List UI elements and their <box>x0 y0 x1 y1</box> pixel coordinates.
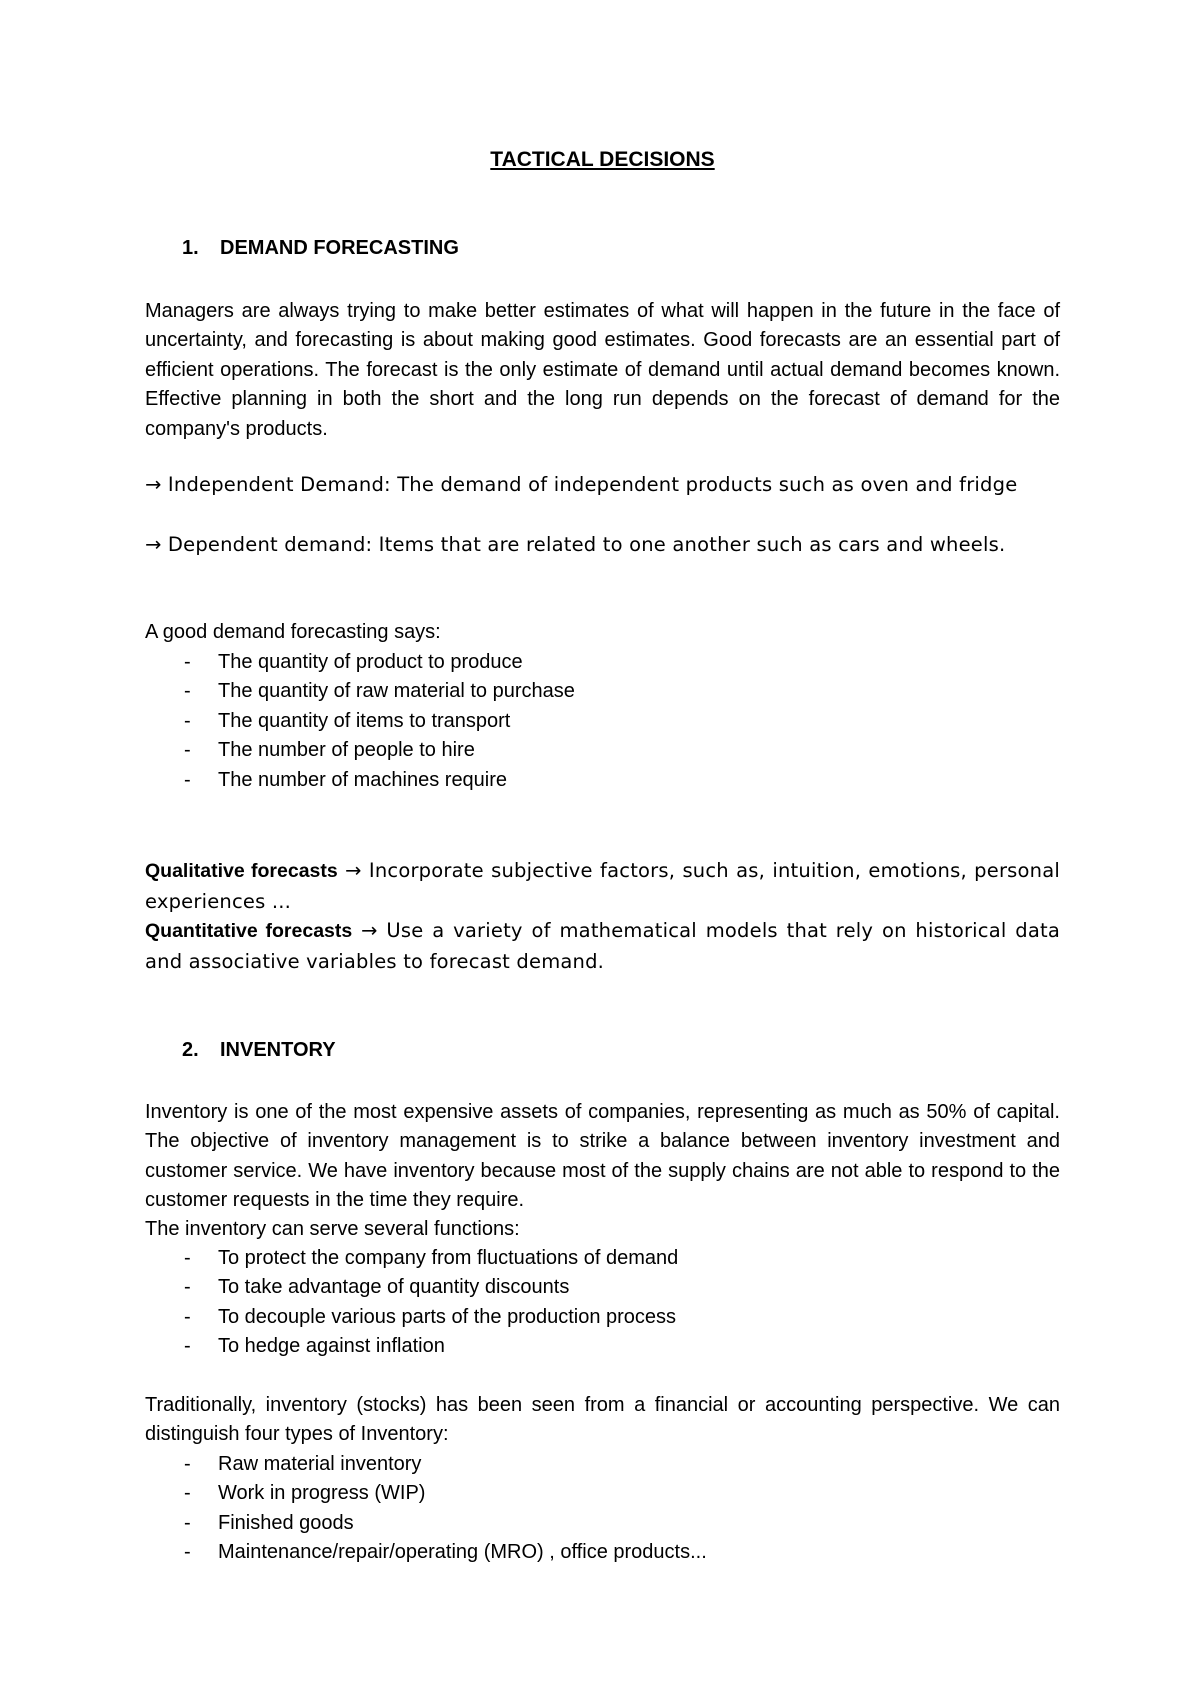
bullet: - <box>184 1541 191 1564</box>
list-item: - Raw material inventory <box>145 1450 707 1479</box>
section-number: 1. <box>182 237 199 259</box>
bullet: - <box>184 1305 191 1328</box>
bullet: - <box>184 1247 191 1269</box>
list-item: - To protect the company from fluctuations of demand <box>145 1244 678 1273</box>
qualitative-forecasts-text: Qualitative forecasts → Incorporate subjective factors, such as, intuition, emotions, personal experiences ... <box>145 859 1060 913</box>
inventory-types-intro: Traditionally, inventory (stocks) has been seen from a financial or accounting perspective. We can distinguish four types of Inventory: <box>145 1394 1060 1446</box>
bullet: - <box>184 739 191 762</box>
forecast-list-intro: A good demand forecasting says: <box>145 621 441 643</box>
section-heading-inventory <box>145 1035 336 1065</box>
inventory-functions-list <box>145 1244 678 1362</box>
inventory-functions-intro: The inventory can serve several functions: <box>145 1218 520 1240</box>
bullet: - <box>184 709 191 732</box>
bullet: - <box>184 1453 191 1475</box>
bullet: - <box>184 680 191 703</box>
qualitative-term: Qualitative forecasts <box>145 860 338 882</box>
section-title: INVENTORY <box>220 1039 336 1061</box>
demand-forecasting-intro: Managers are always trying to make better estimates of what will happen in the future in the face of uncertainty, and forecasting is about making good estimates. Good forecasts are an essential part of efficient operations. The forecast is the only estimate of demand until actual demand becomes known. Effective planning in both the short and the long run depends on the forecast of demand for the company's products. <box>145 300 1060 440</box>
list-item: - The quantity of items to transport <box>145 707 575 736</box>
section-heading-demand-forecasting <box>145 233 459 263</box>
list-item: - The number of people to hire <box>145 736 575 765</box>
list-item: - The quantity of product to produce <box>145 648 575 677</box>
quantitative-forecasts-text: Quantitative forecasts → Use a variety of mathematical models that rely on historical data and associative variables to forecast demand. <box>145 919 1060 973</box>
forecast-list <box>145 648 575 795</box>
document-title: TACTICAL DECISIONS <box>490 148 715 171</box>
list-item: - Work in progress (WIP) <box>145 1479 707 1508</box>
inventory-types-list <box>145 1450 707 1568</box>
bullet: - <box>184 1482 191 1505</box>
bullet: - <box>184 1511 191 1534</box>
bullet: - <box>184 1335 191 1358</box>
list-item: - To decouple various parts of the production process <box>145 1303 678 1332</box>
quantitative-term: Quantitative forecasts <box>145 920 353 942</box>
dependent-demand-text: → Dependent demand: Items that are related to one another such as cars and wheels. <box>145 533 1006 556</box>
bullet: - <box>184 768 191 791</box>
section-number: 2. <box>182 1039 199 1061</box>
bullet: - <box>184 1276 191 1299</box>
list-item: - Maintenance/repair/operating (MRO) , office products... <box>145 1538 707 1567</box>
list-item: - The quantity of raw material to purchase <box>145 677 575 706</box>
section-title: DEMAND FORECASTING <box>220 237 459 259</box>
list-item: - Finished goods <box>145 1509 707 1538</box>
list-item: - To hedge against inflation <box>145 1332 678 1361</box>
inventory-intro: Inventory is one of the most expensive assets of companies, representing as much as 50% of capital. The objective of inventory management is to strike a balance between inventory investment and customer service. We have inventory because most of the supply chains are not able to respond to the customer requests in the time they require. <box>145 1101 1060 1212</box>
independent-demand-text: → Independent Demand: The demand of independent products such as oven and fridge <box>145 473 1018 496</box>
list-item: - To take advantage of quantity discounts <box>145 1273 678 1302</box>
bullet: - <box>184 651 191 673</box>
list-item: - The number of machines require <box>145 766 575 795</box>
